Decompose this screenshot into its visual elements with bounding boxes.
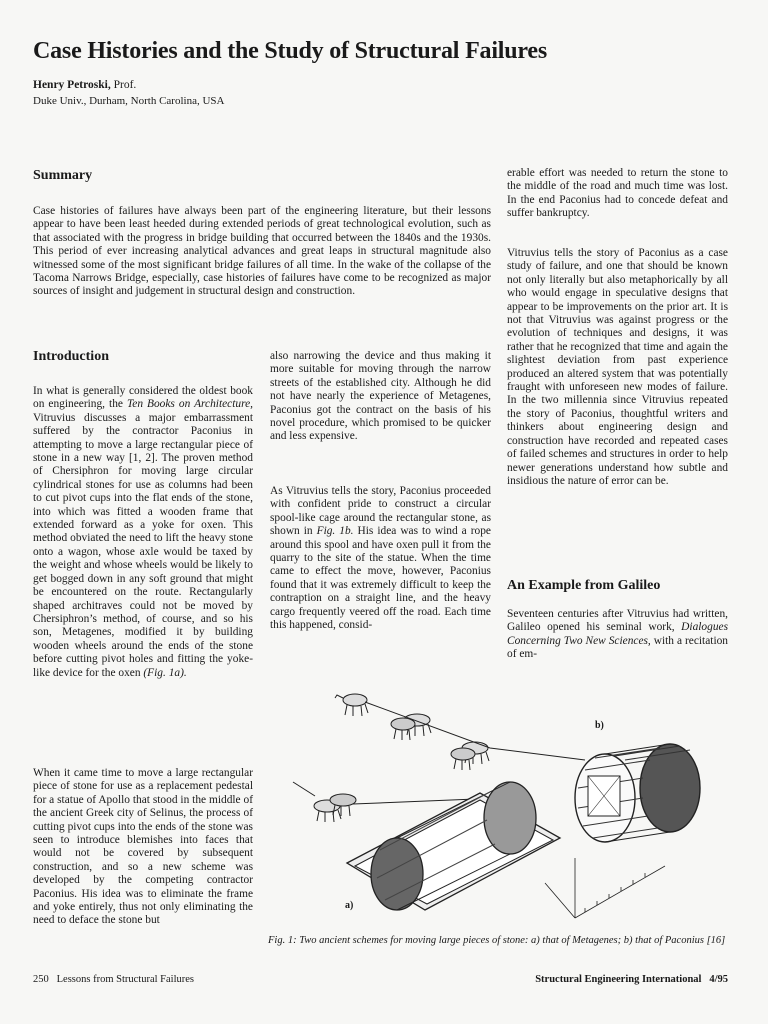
intro-p4-start: As Vitruvius tells the story, Paconius proceeded with confident pride to construct a circular spool-like cage around the rectangular stone, as shown in (270, 485, 491, 538)
galileo-p1-end: with a recitation of em- (507, 634, 728, 661)
intro-paragraph-4 (270, 485, 491, 632)
intro-paragraph-2: When it came time to move a large rectangular piece of stone for use as a replacement pedestal for a statue of Apollo that stood in the middle of the ancient Greek city of Selinus, the process of cutting pivot cups into the ends of the stone was seen to introduce blemishes into faces that would not be covered by subsequent construction, and so a new scheme was developed by the competing contractor Paconius. His idea was to eliminate the frame and yoke entirely, thus not only eliminating the need to deface the stone but (33, 767, 253, 927)
figure-ref-1b: Fig. 1b. (316, 525, 354, 538)
intro-paragraph-3: also narrowing the device and thus making it more suitable for moving through the narrow streets of the established city. Although he did not have nearly the experience of Metagenes, Paconius got the contract on the basis of his novel procedure, which promised to be quicker and less expensive. (270, 350, 491, 443)
author-line (33, 79, 136, 91)
oxen-team-b (335, 694, 489, 770)
figure-label-a: a) (345, 900, 354, 911)
footer-journal: Structural Engineering International 4/95 (535, 974, 728, 985)
author-affiliation: Duke Univ., Durham, North Carolina, USA (33, 95, 225, 107)
galileo-heading: An Example from Galileo (507, 578, 661, 593)
book-title: Ten Books on Architecture, (126, 398, 253, 411)
intro-paragraph-6: Vitruvius tells the story of Paconius as a case study of failure, and one that should be known not only literally but also metaphorically by all who would engage in speculative designs that appear to be improvements on the prior art. It is not that Vitruvius was against progress or the evolution of techniques and designs, it was rather that he recognized that time and again the slightest deviation from past experience produced an altered system that was potentially fraught with unforeseen new modes of failure. In the two millennia since Vitruvius repeated the story of Paconius, thoughtful writers and thinkers about engineering design and construction have recorded and repeated cases of failed schemes and structures in order to help newer generations understand how subtle and insidious the nature of error can be. (507, 247, 728, 487)
figure-1-illustration (285, 678, 730, 923)
metagenes-frame (347, 782, 560, 910)
galileo-paragraph-1 (507, 608, 728, 662)
footer-page-info: 250 Lessons from Structural Failures (33, 974, 194, 985)
figure-label-b: b) (595, 720, 604, 731)
figure-1 (285, 678, 730, 923)
summary-heading: Summary (33, 168, 93, 183)
intro-paragraph-1 (33, 385, 253, 680)
introduction-heading: Introduction (33, 349, 109, 364)
author-role: Prof. (113, 79, 137, 91)
oxen-team-a (293, 782, 356, 822)
page-title: Case Histories and the Study of Structural Failures (33, 38, 548, 64)
summary-text: Case histories of failures have always been part of the engineering literature, but their lessons appear to have been least heeded during extended periods of great technological evolution, such as that associated with the progress in bridge building that occurred between the 1840s and the 1930s. This period of ever increasing analytical advances and great leaps in structural magnitude also witnessed some of the most significant bridge failures of all time. In the wake of the collapse of the Tacoma Narrows Bridge, especially, case histories of failures have come to be recognized as major sources of insight and judgement in structural design and construction. (33, 205, 491, 298)
galileo-p1-start: Seventeen centuries after Vitruvius had written, Galileo opened his seminal work, (507, 608, 728, 634)
intro-p1-start: In what is generally considered the oldest book on engineering, the (33, 385, 253, 411)
figure-caption: Fig. 1: Two ancient schemes for moving large pieces of stone: a) that of Metagenes; b) that of Paconius [16] (268, 935, 726, 946)
scale-axes (545, 858, 665, 918)
paconius-spool (575, 744, 700, 842)
author-name: Henry Petroski, (33, 79, 111, 91)
intro-paragraph-5: erable effort was needed to return the stone to the middle of the road and much time was lost. In the end Paconius had to concede defeat and suffer bankruptcy. (507, 167, 728, 220)
galileo-book-title: Dialogues Concerning Two New Sciences, (507, 621, 728, 647)
intro-p1-body: Vitruvius discusses a major embarrassment suffered by the contractor Paconius in attempting to move a large rectangular piece of stone in a new way [1, 2]. The proven method of Chersiphron for moving large circular cylindrical stones for use as columns had been to cut pivot cups into the flat ends of the stone, into which was fitted a wooden frame that extended forward as a yoke for oxen. This method obviated the need to lift the heavy stone onto a wagon, whose axle would be taxed by the weight and whose wheels would be likely to get bogged down in any soft ground that might be encountered on the route. Rectangularly shaped architraves could not be moved by Chersiphron’s method, of course, and so his son, Metagenes, modified it by building wooden wheels around the ends of the stone before cutting pivot holes and fitting the yoke-like device for the oxen (33, 411, 253, 679)
intro-p4-body: His idea was to wind a rope around this spool and have oxen pull it from the quarry to the site of the statue. When the time came to effect the move, however, Paconius found that it was extremely difficult to keep the contraption on a straight line, and the heavy cargo frequently veered off the road. Each time this happened, consid- (270, 525, 491, 632)
figure-ref-1a: (Fig. 1a). (143, 666, 187, 679)
